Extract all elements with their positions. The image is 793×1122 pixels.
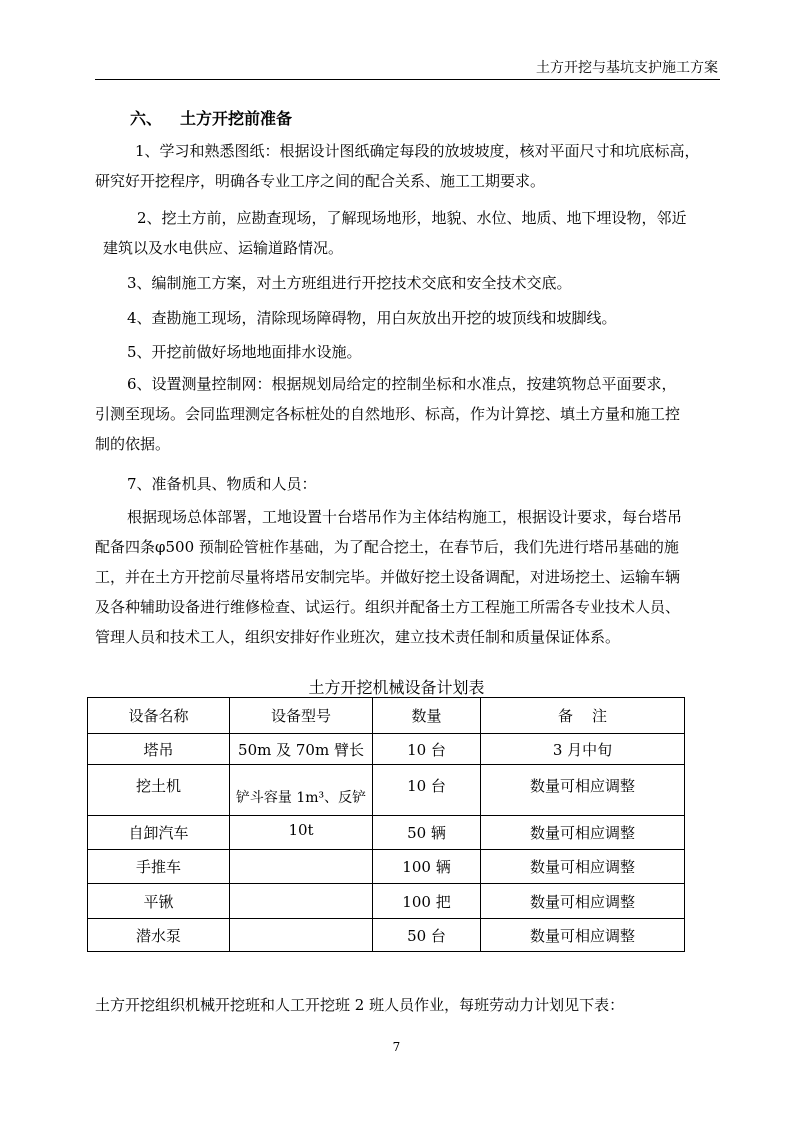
cell-qty: 10 台 <box>373 734 481 765</box>
cell-note: 数量可相应调整 <box>481 816 685 850</box>
table-header-row <box>88 698 685 734</box>
header-cell-model: 设备型号 <box>230 698 373 734</box>
item-4-text: 4、查勘施工现场，清除现场障碍物，用白灰放出开挖的坡顶线和坡脚线。 <box>127 309 617 327</box>
section-number: 六、 <box>130 109 163 128</box>
table-title: 土方开挖机械设备计划表 <box>308 678 485 697</box>
cell-note: 数量可相应调整 <box>481 765 685 816</box>
table-row <box>88 884 685 919</box>
cell-name: 挖土机 <box>88 765 230 816</box>
paragraph-line-4: 及各种辅助设备进行维修检查、试运行。组织并配备土方工程施工所需各专业技术人员、 <box>95 598 681 616</box>
deployment-paragraph <box>95 502 720 652</box>
item-7 <box>95 469 720 499</box>
section-title: 土方开挖前准备 <box>180 109 293 128</box>
item-6-line-1: 6、设置测量控制网：根据规划局给定的控制坐标和水准点，按建筑物总平面要求， <box>127 375 677 393</box>
cell-name: 平锹 <box>88 884 230 919</box>
item-1-line-1: 1、学习和熟悉图纸：根据设计图纸确定每段的放坡坡度，核对平面尺寸和坑底标高， <box>135 142 700 160</box>
cell-name: 自卸汽车 <box>88 816 230 850</box>
cell-qty: 50 辆 <box>373 816 481 850</box>
cell-note: 数量可相应调整 <box>481 850 685 884</box>
header-cell-note: 备 注 <box>481 698 685 734</box>
paragraph-line-1: 根据现场总体部署，工地设置十台塔吊作为主体结构施工，根据设计要求，每台塔吊 <box>127 508 683 526</box>
item-6 <box>95 369 720 459</box>
cell-name: 潜水泵 <box>88 919 230 952</box>
cell-model <box>230 884 373 919</box>
cell-model <box>230 919 373 952</box>
item-5 <box>95 337 720 367</box>
cell-qty: 100 辆 <box>373 850 481 884</box>
table-row <box>88 919 685 952</box>
table-row <box>88 734 685 765</box>
header-cell-name: 设备名称 <box>88 698 230 734</box>
cell-qty: 50 台 <box>373 919 481 952</box>
cell-qty: 100 把 <box>373 884 481 919</box>
cell-model: 铲斗容量 1m³、反铲 <box>230 765 373 816</box>
table-row <box>88 765 685 816</box>
section-heading <box>130 106 292 129</box>
cell-model <box>230 850 373 884</box>
item-2-line-2: 建筑以及水电供应、运输道路情况。 <box>103 239 344 257</box>
running-header: 土方开挖与基坑支护施工方案 <box>536 60 718 76</box>
cell-model: 10t <box>230 816 373 850</box>
cell-model: 50m 及 70m 臂长 <box>230 734 373 765</box>
cell-note: 数量可相应调整 <box>481 919 685 952</box>
cell-name: 手推车 <box>88 850 230 884</box>
table-row <box>88 816 685 850</box>
paragraph-line-2: 配备四条φ500 预制砼管桩作基础，为了配合挖土，在春节后，我们先进行塔吊基础的施 <box>95 538 679 556</box>
cell-name: 塔吊 <box>88 734 230 765</box>
cell-note: 3 月中旬 <box>481 734 685 765</box>
item-3 <box>95 268 720 298</box>
item-3-text: 3、编制施工方案，对土方班组进行开挖技术交底和安全技术交底。 <box>127 274 572 292</box>
item-2 <box>95 203 720 263</box>
item-1 <box>95 136 720 196</box>
item-4 <box>95 303 720 333</box>
page-number: 7 <box>392 1040 401 1054</box>
item-1-line-2: 研究好开挖程序，明确各专业工序之间的配合关系、施工工期要求。 <box>95 172 546 190</box>
cell-note: 数量可相应调整 <box>481 884 685 919</box>
equipment-table <box>87 697 685 952</box>
item-2-line-1: 2、挖土方前，应勘查现场，了解现场地形，地貌、水位、地质、地下埋设物，邻近 <box>137 209 687 227</box>
labor-plan-intro: 土方开挖组织机械开挖班和人工开挖班 2 班人员作业，每班劳动力计划见下表： <box>95 996 625 1014</box>
table-row <box>88 850 685 884</box>
paragraph-line-5: 管理人员和技术工人，组织安排好作业班次，建立技术责任制和质量保证体系。 <box>95 628 621 646</box>
item-6-line-2: 引测至现场。会同监理测定各标桩处的自然地形、标高，作为计算挖、填土方量和施工控 <box>95 405 681 423</box>
header-rule <box>95 79 720 80</box>
item-6-line-3: 制的依据。 <box>95 435 171 453</box>
item-5-text: 5、开挖前做好场地地面排水设施。 <box>127 343 362 361</box>
header-cell-qty: 数量 <box>373 698 481 734</box>
paragraph-line-3: 工，并在土方开挖前尽量将塔吊安制完毕。并做好挖土设备调配，对进场挖土、运输车辆 <box>95 568 681 586</box>
cell-qty: 10 台 <box>373 765 481 816</box>
item-7-text: 7、准备机具、物质和人员： <box>127 475 317 493</box>
